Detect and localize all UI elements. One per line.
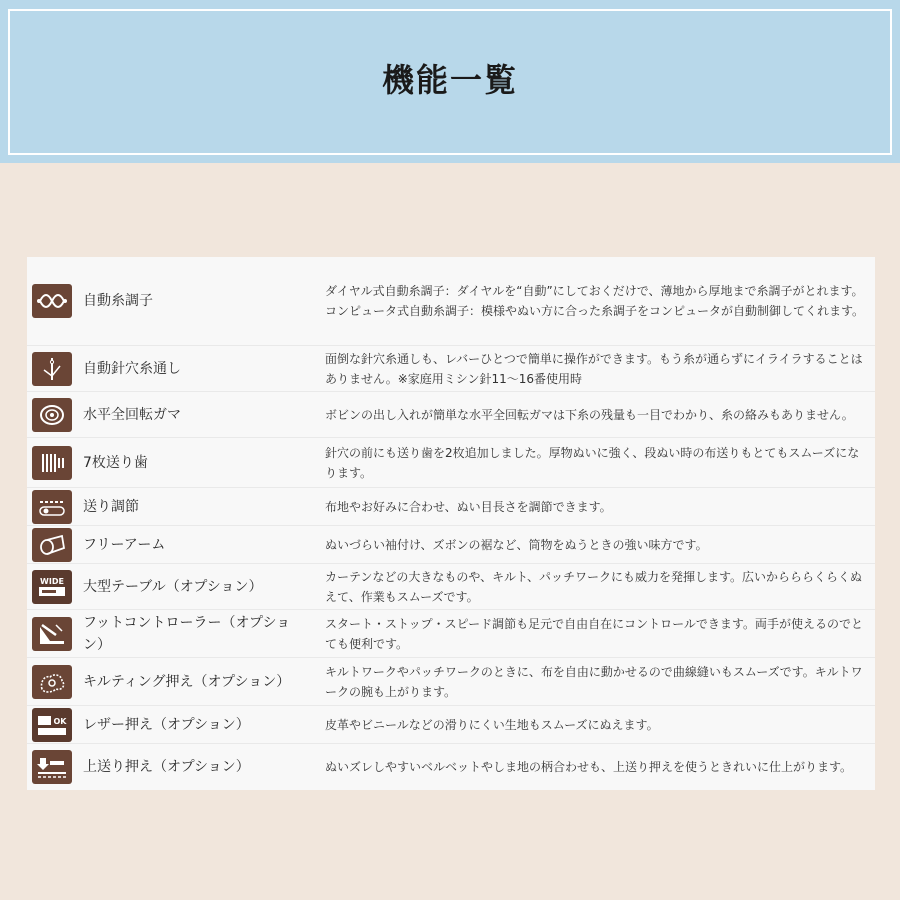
feature-name: 送り調節 — [83, 498, 139, 515]
table-row — [27, 706, 875, 744]
svg-text:OK: OK — [53, 716, 67, 726]
feature-description: ダイヤル式自動糸調子：ダイヤルを“自動”にしておくだけで、薄地から厚地まで糸調子がとれます。 コンピュータ式自動糸調子：模様やぬい方に合った糸調子をコンピュータが自動制御してくれます。 — [325, 284, 865, 318]
feature-name: フットコントローラー（オプション） — [83, 614, 291, 653]
table-row — [27, 346, 875, 392]
feature-description: スタート・ストップ・スピード調節も足元で自由自在にコントロールできます。両手が使えるのでとても便利です。 — [325, 616, 863, 651]
feature-name: 7枚送り歯 — [83, 454, 148, 471]
wide-table-icon — [32, 570, 72, 604]
feature-name: 自動糸調子 — [83, 293, 153, 309]
feature-name: レザー押え（オプション） — [83, 716, 250, 733]
feature-name: キルティング押え（オプション） — [83, 673, 291, 690]
table-row — [27, 658, 875, 706]
table-row — [27, 610, 875, 658]
feature-name: 自動針穴糸通し — [83, 360, 181, 377]
feature-table — [27, 257, 875, 790]
needle-threader-icon — [32, 352, 72, 386]
feature-name: 大型テーブル（オプション） — [83, 578, 263, 595]
foot-controller-icon — [32, 617, 72, 651]
table-row — [27, 564, 875, 610]
header-banner — [0, 0, 900, 163]
feed-dog-icon — [32, 446, 72, 480]
stitch-length-icon — [32, 490, 72, 524]
quilting-foot-icon — [32, 665, 72, 699]
table-row — [27, 438, 875, 488]
feature-description: ぬいづらい袖付け、ズボンの裾など、筒物をぬうときの強い味方です。 — [325, 537, 708, 552]
leather-foot-icon — [32, 708, 72, 742]
feature-description: 皮革やビニールなどの滑りにくい生地もスムーズにぬえます。 — [325, 717, 659, 732]
header-frame — [8, 9, 892, 155]
bobbin-icon — [32, 398, 72, 432]
table-row — [27, 526, 875, 564]
feature-description: キルトワークやパッチワークのときに、布を自由に動かせるので曲線縫いもスムーズです。キルトワークの腕も上がります。 — [325, 664, 863, 699]
feature-description: 布地やお好みに合わせ、ぬい目長さを調節できます。 — [325, 499, 612, 514]
feature-description: 針穴の前にも送り歯を2枚追加しました。厚物ぬいに強く、段ぬい時の布送りもとてもスムーズになります。 — [325, 445, 860, 480]
feature-description: ぬいズレしやすいベルベットやしま地の柄合わせも、上送り押えを使うときれいに仕上がります。 — [325, 760, 853, 774]
svg-text:WIDE: WIDE — [40, 576, 64, 586]
feature-description: 面倒な針穴糸通しも、レバーひとつで簡単に操作ができます。もう糸が通らずにイライラすることはありません。※家庭用ミシン針11～16番使用時 — [325, 351, 863, 386]
thread-tension-icon — [32, 284, 72, 318]
feature-description: ボビンの出し入れが簡単な水平全回転ガマは下糸の残量も一目でわかり、糸の絡みもありません。 — [325, 407, 854, 422]
feature-name: フリーアーム — [83, 536, 166, 553]
table-row — [27, 488, 875, 526]
feature-name: 上送り押え（オプション） — [83, 759, 250, 775]
table-row — [27, 257, 875, 346]
walking-foot-icon — [32, 750, 72, 784]
table-row — [27, 392, 875, 438]
feature-name: 水平全回転ガマ — [83, 406, 181, 423]
feature-description: カーテンなどの大きなものや、キルト、パッチワークにも威力を発揮します。広いからららくらくぬえて、作業もスムーズです。 — [325, 569, 863, 604]
free-arm-icon — [32, 528, 72, 562]
page-title: 機能一覧 — [381, 61, 518, 99]
table-row — [27, 744, 875, 790]
